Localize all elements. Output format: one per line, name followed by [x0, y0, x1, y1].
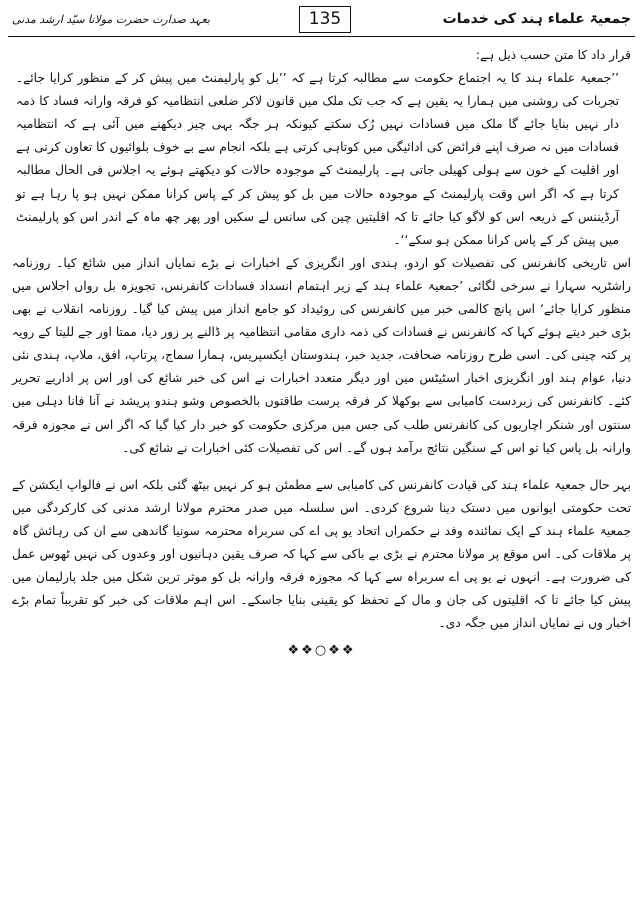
resolution-intro: قرار داد کا متن حسب ذیل ہے: [475, 48, 631, 62]
page-body [12, 44, 631, 662]
paragraph-follow-up: بہر حال جمعیۃ علماء ہند کی قیادت کانفرنس کی کامیابی سے مطمئن ہو کر نہیں بیٹھ گئی بلکہ اس نے فالواپ ایکشن کے تحت حکومتی ایوانوں میں دستک دینا شروع کردی۔ اس سلسلہ میں صدر محترم مولانا ارشد مدنی کی کارکردگی میں جمعیۃ علماء ہند کے ایک نمائندہ وفد نے حکمراں اتحاد یو پی اے کی سربراہ محترمہ سونیا گاندھی سے ان کی رہائش گاہ پر ملاقات کی۔ اس موقع پر مولانا محترم نے بڑی بے باکی سے کہا کہ صرف یقین دہانیوں اور وعدوں کی نہیں ٹھوس عمل کی ضرورت ہے۔ انہوں نے یو پی اے سربراہ سے کہا کہ مجوزہ فرقہ وارانہ بل کو موثر ترین شکل میں جلد پارلیمان میں پیش کیا جائے تا کہ اقلیتوں کی جان و مال کے تحفظ کو یقینی بنایا جاسکے۔ اس اہم ملاقات کی خبر کو تقریباً تمام بڑے اخبار وں نے نمایاں انداز میں جگہ دی۔ [12, 477, 631, 631]
era-caption: بعہد صدارت حضرت مولانا سیّد ارشد مدنی [12, 13, 210, 26]
header-rule [8, 36, 635, 37]
paragraph-spacer [12, 460, 631, 474]
resolution-quote: ’’جمعیۃ علماء ہند کا یہ اجتماع حکومت سے مطالبہ کرتا ہے کہ ’’بل کو پارلیمنٹ میں پیش کر کے منظور کرایا جائے۔ تجربات کی روشنی میں ہمارا یہ یقین ہے کہ جب تک ملک میں قانون لاکر ضلعی انتظامیہ کو فرقہ وارانہ فساد کا ذمہ دار نہیں بنایا جائے گا ملک میں فسادات نہیں رُک سکتے کیونکہ ہر جگہ یہی چیز دیکھنے میں آئی ہے کہ انتظامیہ فسادات میں نہ صرف اپنے فرائض کی ادائیگی میں کوتاہی کرتی ہے بلکہ انجام سے بے خوف بلوائیوں کا تعاون کرتی ہے اور اقلیت کے خون سے ہولی کھیلی جاتی ہے۔ پارلیمنٹ کے موجودہ حالات کو دیکھتے ہوئے یہ اجلاس فی الحال مطالبہ کرتا ہے کہ اگر اس وقت پارلیمنٹ کے موجودہ حالات میں بل کو پیش کر کے پاس کرانا ممکن نہیں ہو پا رہا ہے تو آرڈیننس کے ذریعہ اس کو لاگو کیا جائے تا کہ اقلیتیں چین کی سانس لے سکیں اور پھر چھ ماہ کے اندر اس کو پارلیمنٹ میں پیش کر کے پاس کرانا ممکن ہو سکے‘‘۔ [16, 71, 619, 247]
end-ornament: ❖❖○❖❖ [287, 643, 356, 659]
page-number: 135 [299, 6, 351, 33]
running-header [8, 6, 635, 36]
paragraph-press-coverage: اس تاریخی کانفرنس کی تفصیلات کو اردو، ہندی اور انگریزی کے اخبارات نے بڑے نمایاں انداز میں شائع کیا۔ روزنامہ راشٹریہ سہارا نے سرخی لگائی ’جمعیۃ علماء ہند کے زیر اہتمام انسداد فسادات کانفرنس، تجویزہ بل رواں اجلاس میں منظور کرایا جائے‘ اس پانچ کالمی خبر میں کانفرنس کی روئیداد کو جامع انداز میں پیش کیا گیا۔ روزنامہ انقلاب نے بھی بڑی خبر دیتے ہوئے کہا کہ کانفرنس نے فسادات کی ذمہ داری مقامی انتظامیہ پر ڈالنے پر زور دیا، ممتا اور جے للیتا کے رویہ پر کتہ چینی کی۔ اسی طرح روزنامہ صحافت، جدید خبر، ہندوستان ایکسپریس، ہمارا سماج، پرتاپ، افق، ملاپ، ہندی نئی دنیا، عوام ہند اور انگریزی اخبار اسٹیٹس مین اور دیگر متعدد اخبارات نے اس کی خبر شائع کی اور اس پر اداریے تحریر کئے۔ کانفرنس کی زبردست کامیابی سے بوکھلا کر فرقہ پرست طاقتوں بالخصوص وشو ہندو پریشد نے آنا فانا دہلی میں سنتوں اور شنکر اچاریوں کی کانفرنس طلب کی جس میں مرکزی حکومت کو خبر دار کیا گیا کہ اگر اس نے مجوزہ فرقہ وارانہ بل پاس کیا تو اس کے سنگین نتائج برآمد ہوں گے۔ اس کی تفصیلات کئی اخبارات نے شائع کی۔ [12, 255, 631, 455]
book-title: جمعیۃ علماء ہند کی خدمات [442, 11, 631, 27]
